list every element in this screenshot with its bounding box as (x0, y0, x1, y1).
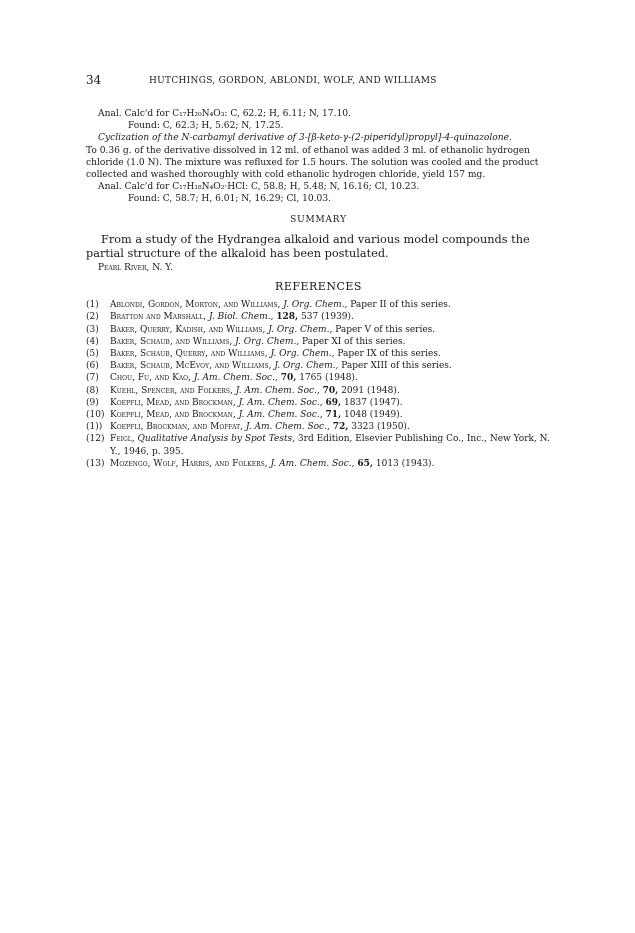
reference-authors: Baker, Schaub, McEvoy, and Williams, (110, 361, 272, 372)
reference-text (110, 360, 551, 372)
reference-details: Paper II of this series. (350, 300, 451, 311)
reference-authors: Koepfli, Mead, and Brockman, (110, 397, 236, 408)
reference-item (86, 299, 551, 311)
reference-text (110, 348, 551, 360)
reference-item (86, 372, 551, 384)
reference-volume: 70, (322, 385, 339, 396)
reference-item (86, 324, 551, 336)
cyclization-text: To 0.36 g. of the derivative dissolved in 12 ml. of ethanol was added 3 ml. of ethanolic hydrogen chloride (1.0 N). The mixture was refluxed for 1.5 hours. The solution was cooled and the product collected and washed thoroughly with cold ethanolic hydrogen chloride, yield 157 mg. (86, 145, 539, 181)
reference-volume: 128, (276, 312, 299, 323)
reference-journal: J. Org. Chem., (270, 349, 335, 360)
reference-journal: J. Am. Chem. Soc., (193, 373, 278, 384)
reference-text (110, 299, 551, 311)
reference-authors: Feigl, (110, 434, 135, 445)
reference-details: 2091 (1948). (341, 385, 400, 396)
reference-authors: Ablondi, Gordon, Morton, and Williams, (110, 300, 281, 311)
reference-authors: Baker, Querry, Kadish, and Williams, (110, 324, 266, 335)
analysis-found-1: Found: C, 62.3; H, 5.62; N, 17.25. (128, 121, 284, 132)
reference-journal: J. Am. Chem. Soc., (245, 422, 330, 433)
reference-details: 1765 (1948). (299, 373, 358, 384)
reference-details: Paper IX of this series. (337, 349, 441, 360)
reference-text (110, 409, 551, 421)
reference-volume: 70, (280, 373, 297, 384)
reference-number: (4) (86, 336, 99, 347)
reference-authors: Chou, Fu, and Kao, (110, 373, 191, 384)
reference-volume: 65, (357, 458, 373, 469)
reference-text (110, 311, 551, 323)
reference-item (86, 409, 551, 421)
reference-item (86, 397, 551, 409)
reference-item (86, 433, 551, 457)
reference-number: (13) (86, 458, 105, 469)
reference-details: 1013 (1943). (375, 458, 435, 469)
reference-number: (1)) (86, 422, 103, 433)
references-heading: REFERENCES (275, 280, 362, 294)
reference-number: (5) (86, 349, 99, 360)
reference-volume: 71, (325, 410, 342, 421)
reference-authors: Baker, Schaub, Querry, and Williams, (110, 349, 268, 360)
reference-text (110, 372, 551, 384)
place-line: Pearl River, N. Y. (98, 262, 173, 273)
references-list (86, 299, 551, 470)
reference-details: 537 (1939). (301, 312, 354, 323)
reference-number: (9) (86, 397, 99, 408)
reference-details: Paper XI of this series. (302, 336, 406, 347)
reference-item (86, 458, 551, 470)
reference-item (86, 421, 551, 433)
reference-volume: 69, (325, 397, 342, 408)
reference-text (110, 421, 551, 433)
reference-details: Paper XIII of this series. (341, 361, 452, 372)
analysis-found-2: Found: C, 58.7; H, 6.01; N, 16.29; Cl, 10.03. (128, 194, 332, 205)
analysis-calculated-2: Anal. Calc'd for C₁₇H₁₈N₄O₂·HCl: C, 58.8; H, 5.48; N, 16.16; Cl, 10.23. (98, 182, 420, 193)
reference-journal: J. Org. Chem., (274, 361, 339, 372)
reference-journal: J. Org. Chem., (235, 336, 300, 347)
reference-text (110, 433, 551, 457)
reference-journal: J. Biol. Chem., (208, 312, 274, 323)
reference-number: (8) (86, 385, 99, 396)
reference-number: (6) (86, 361, 99, 372)
reference-text (110, 458, 551, 470)
reference-authors: Bratton and Marshall, (110, 312, 207, 323)
reference-item (86, 385, 551, 397)
reference-authors: Kuehl, Spencer, and Folkers, (110, 385, 233, 396)
reference-item (86, 360, 551, 372)
summary-text: From a study of the Hydrangea alkaloid and various model compounds the partial structure of the alkaloid has been postulated. (86, 232, 530, 261)
reference-text (110, 336, 551, 348)
reference-details: 3323 (1950). (351, 422, 410, 433)
reference-journal: J. Am. Chem. Soc., (238, 397, 323, 408)
reference-journal: J. Am. Chem. Soc., (235, 385, 320, 396)
cyclization-heading: Cyclization of the N-carbamyl derivative of 3-[β-keto-γ-(2-piperidyl)propyl]-4-quinazolone. (98, 133, 512, 144)
reference-authors: Koepfli, Brockman, and Moffat, (110, 422, 243, 433)
analysis-calculated-1: Anal. Calc'd for C₁₇H₂₀N₄O₃: C, 62.2; H, 6.11; N, 17.10. (98, 109, 351, 119)
reference-number: (12) (86, 434, 105, 445)
reference-number: (1) (86, 300, 99, 311)
reference-number: (3) (86, 324, 99, 335)
reference-item (86, 348, 551, 360)
reference-details: 1837 (1947). (344, 397, 403, 408)
reference-journal: J. Org. Chem., (268, 324, 333, 335)
reference-details: Paper V of this series. (335, 324, 436, 335)
reference-number: (7) (86, 373, 99, 384)
reference-number: (10) (86, 410, 105, 421)
reference-authors: Koepfli, Mead, and Brockman, (110, 410, 236, 421)
reference-details: 1048 (1949). (344, 410, 403, 421)
reference-text (110, 385, 551, 397)
reference-item (86, 336, 551, 348)
article-body (86, 108, 551, 470)
reference-details: 3rd Edition, Elsevier Publishing Co., Inc., New York, N. Y., 1946, p. 395. (110, 434, 550, 457)
reference-journal: J. Org. Chem., (283, 300, 348, 311)
reference-authors: Mozengo, Wolf, Harris, and Folkers, (110, 458, 268, 469)
reference-journal: Qualitative Analysis by Spot Tests, (137, 434, 296, 445)
summary-heading: SUMMARY (290, 214, 347, 225)
reference-number: (2) (86, 312, 99, 323)
reference-journal: J. Am. Chem. Soc., (238, 410, 323, 421)
reference-journal: J. Am. Chem. Soc., (270, 458, 355, 469)
reference-text (110, 324, 551, 336)
reference-item (86, 311, 551, 323)
running-head: HUTCHINGS, GORDON, ABLONDI, WOLF, AND WILLIAMS (149, 76, 437, 86)
reference-volume: 72, (332, 422, 349, 433)
reference-text (110, 397, 551, 409)
page-header (86, 73, 556, 87)
reference-authors: Baker, Schaub, and Williams, (110, 336, 233, 347)
page-number: 34 (86, 73, 102, 87)
